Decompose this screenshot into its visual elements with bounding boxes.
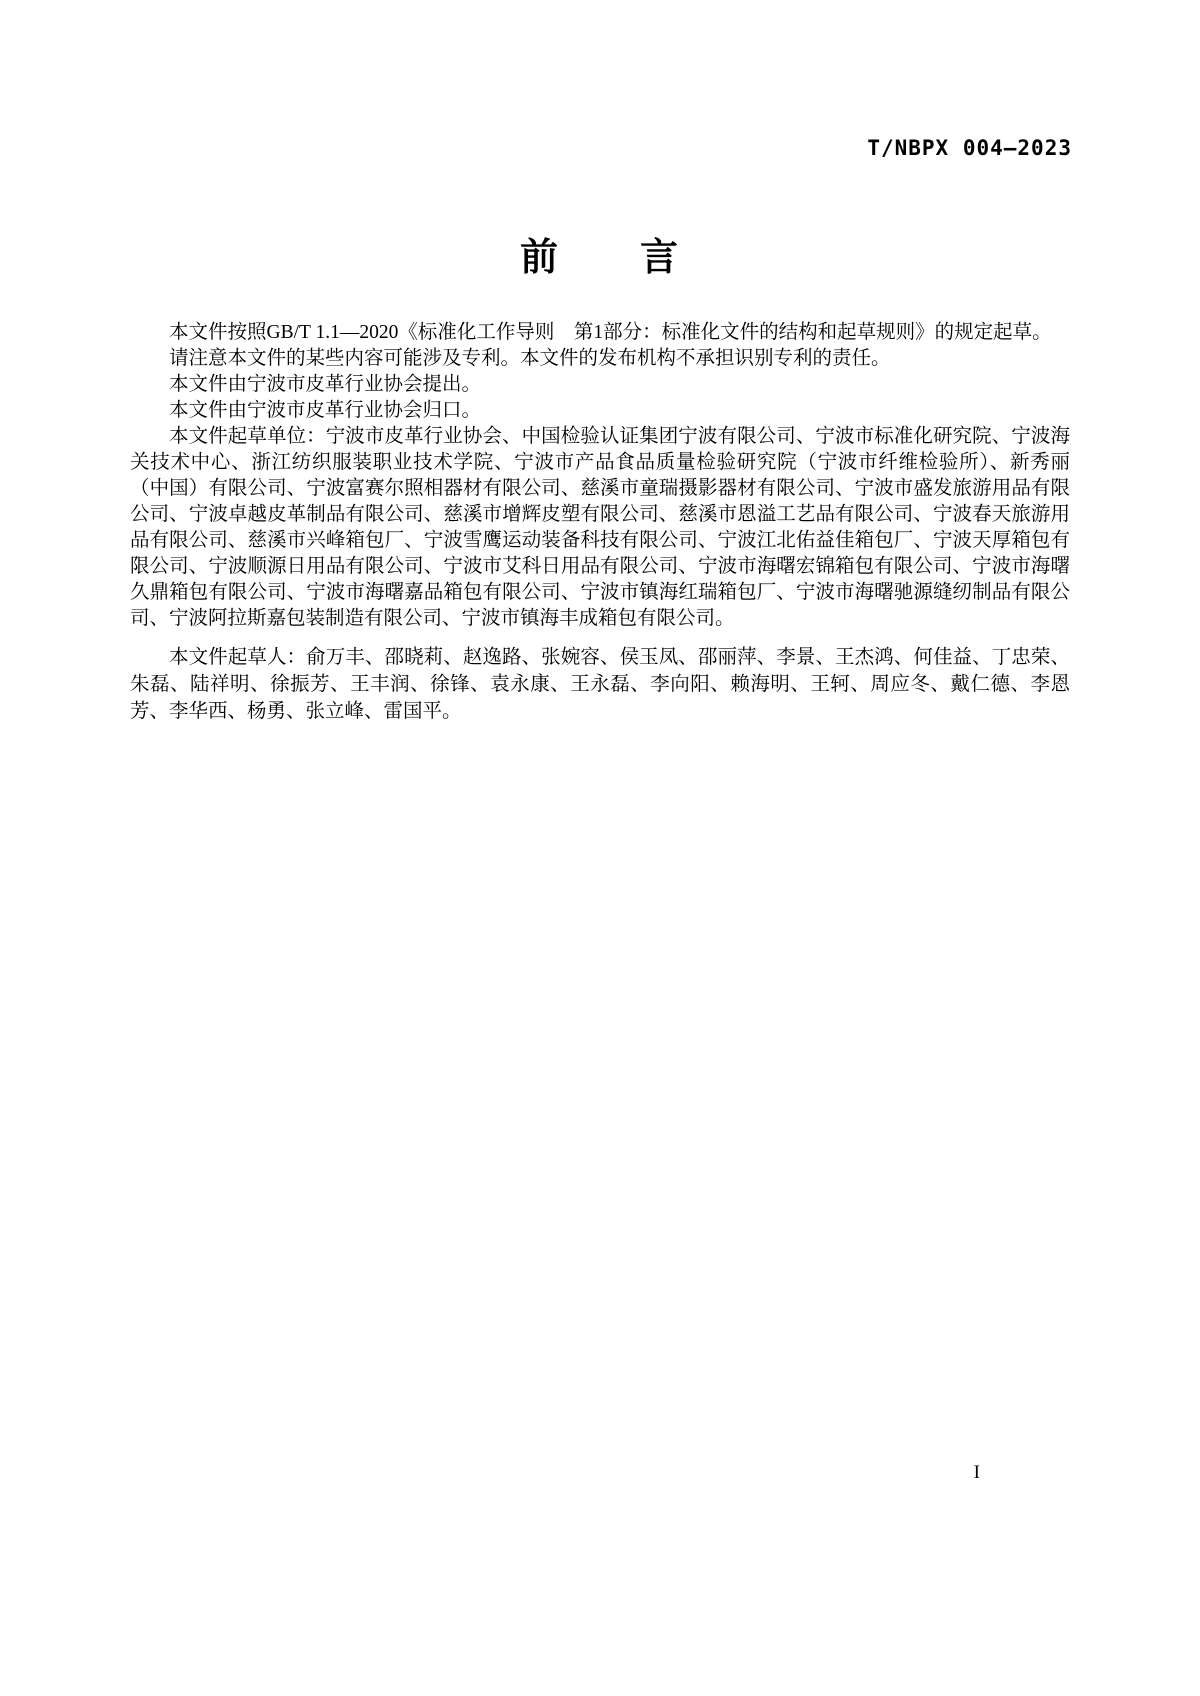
standard-number: T/NBPX 004—2023: [867, 136, 1072, 160]
document-header: [130, 136, 1072, 160]
para-centralized-by: 本文件由宁波市皮革行业协会归口。: [169, 400, 482, 421]
page-title: 前 言: [519, 237, 680, 279]
page-number: I: [973, 1462, 980, 1483]
para-drafting-units: 本文件起草单位：宁波市皮革行业协会、中国检验认证集团宁波有限公司、宁波市标准化研究院、宁波海关技术中心、浙江纺织服装职业技术学院、宁波市产品食品质量检验研究院（宁波市纤维检验所）、新秀丽（中国）有限公司、宁波富赛尔照相器材有限公司、慈溪市童瑞摄影器材有限公司、宁波市盛发旅游用品有限公司、宁波卓越皮革制品有限公司、慈溪市增辉皮塑有限公司、慈溪市恩溢工艺品有限公司、宁波春天旅游用品有限公司、慈溪市兴峰箱包厂、宁波雪鹰运动装备科技有限公司、宁波江北佑益佳箱包厂、宁波天厚箱包有限公司、宁波顺源日用品有限公司、宁波市艾科日用品有限公司、宁波市海曙宏锦箱包有限公司、宁波市海曙久鼎箱包有限公司、宁波市海曙嘉品箱包有限公司、宁波市镇海红瑞箱包厂、宁波市海曙驰源缝纫制品有限公司、宁波阿拉斯嘉包装制造有限公司、宁波市镇海丰成箱包有限公司。: [130, 426, 1070, 629]
para-drafters: 本文件起草人：俞万丰、邵晓莉、赵逸路、张婉容、侯玉凤、邵丽萍、李景、王杰鸿、何佳益、丁忠荣、朱磊、陆祥明、徐振芳、王丰润、徐锋、袁永康、王永磊、李向阳、赖海明、王轲、周应冬、戴仁德、李恩芳、李华西、杨勇、张立峰、雷国平。: [130, 647, 1070, 722]
foreword-body: [130, 320, 1070, 725]
para-patent-notice: 请注意本文件的某些内容可能涉及专利。本文件的发布机构不承担识别专利的责任。: [169, 348, 891, 369]
para-proposed-by: 本文件由宁波市皮革行业协会提出。: [169, 374, 482, 395]
para-drafting-basis: 本文件按照GB/T 1.1—2020《标准化工作导则 第1部分：标准化文件的结构和起草规则》的规定起草。: [169, 322, 1052, 343]
